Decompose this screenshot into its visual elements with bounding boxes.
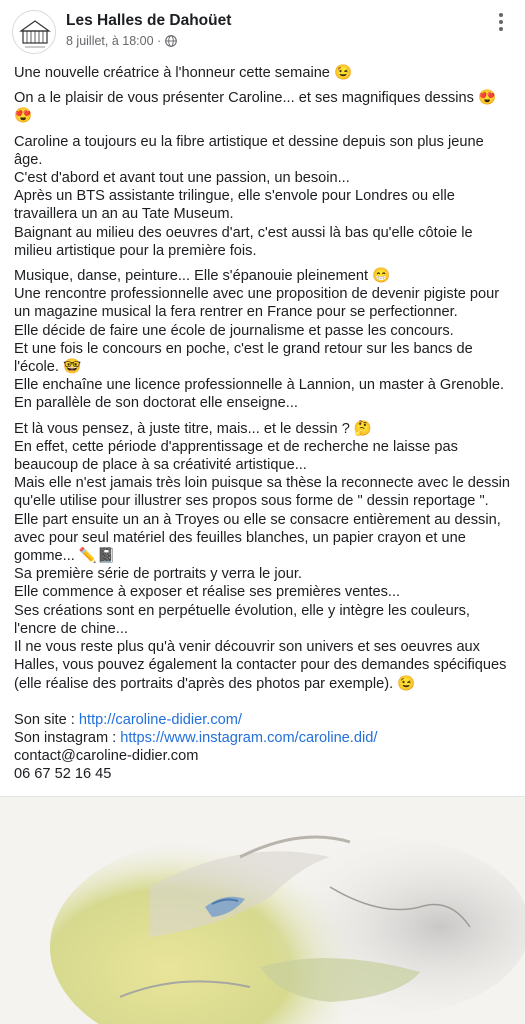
bio-line: Baignant au milieu des oeuvres d'art, c'est aussi là bas qu'elle côtoie le milieu artistique pour la première fois. bbox=[14, 224, 473, 259]
instagram-label: Son instagram : bbox=[14, 729, 121, 746]
bio-line: Mais elle n'est jamais très loin puisque sa thèse la reconnecte avec le dessin qu'elle utilise pour illustrer ses propos sous forme de " dessin reportage ". bbox=[14, 475, 510, 510]
bio-line: Elle part ensuite un an à Troyes ou elle se consacre entièrement au dessin, avec pour seul matériel des feuilles blanches, un papier crayon et une gomme... ✏️📓 bbox=[14, 511, 501, 565]
bio-line: Musique, danse, peinture... Elle s'épanouie pleinement 😁 bbox=[14, 268, 391, 285]
page-name-link[interactable]: Les Halles de Dahoüet bbox=[66, 12, 232, 29]
globe-icon[interactable] bbox=[165, 35, 177, 47]
post-timestamp[interactable]: 8 juillet, à 18:00 · bbox=[66, 34, 162, 48]
bio-line: Une rencontre professionnelle avec une proposition de devenir pigiste pour un magazine musical la fera rentrer en France pour se perfectionner. bbox=[14, 286, 500, 321]
bio-line: Il ne vous reste plus qu'à venir découvrir son univers et ses oeuvres aux Halles, vous pouvez également la contacter pour des demandes spécifiques (elle réalise des portraits d'après des photos par exemple). 😉 bbox=[14, 639, 507, 692]
bio-line: En parallèle de son doctorat elle enseigne... bbox=[14, 395, 298, 412]
bio-line: Sa première série de portraits y verra le jour. bbox=[14, 566, 302, 583]
bio-line: Elle enchaîne une licence professionnelle à Lannion, un master à Grenoble. bbox=[14, 377, 505, 394]
post-meta bbox=[66, 34, 177, 48]
page-avatar[interactable] bbox=[12, 10, 56, 54]
more-options-icon bbox=[498, 12, 504, 32]
paragraph-presentation: On a le plaisir de vous présenter Caroline... et ses magnifiques dessins 😍😍 bbox=[14, 90, 497, 125]
bio-line: Elle commence à exposer et réalise ses premières ventes... bbox=[14, 584, 401, 601]
bio-line: Ses créations sont en perpétuelle évolution, elle y intègre les couleurs, l'encre de chine... bbox=[14, 602, 470, 637]
watercolor-drawing-image bbox=[0, 797, 525, 1024]
site-link[interactable]: http://caroline-didier.com/ bbox=[78, 711, 242, 728]
bio-line: Caroline a toujours eu la fibre artistique et dessine depuis son plus jeune âge. bbox=[14, 133, 484, 168]
instagram-line bbox=[14, 729, 514, 747]
bio-line: Elle décide de faire une école de journalisme et passe les concours. bbox=[14, 322, 454, 339]
bio-line: Après un BTS assistante trilingue, elle s'envole pour Londres ou elle travaillera un an au Tate Museum. bbox=[14, 188, 455, 223]
bio-line: Et là vous pensez, à juste titre, mais... et le dessin ? 🤔 bbox=[14, 420, 373, 437]
more-options-button[interactable] bbox=[491, 10, 511, 34]
market-hall-logo-icon bbox=[13, 11, 56, 54]
site-line bbox=[14, 711, 514, 729]
post-photo[interactable] bbox=[0, 796, 525, 1024]
bio-line: Et une fois le concours en poche, c'est le grand retour sur les bancs de l'école. 🤓 bbox=[14, 340, 473, 376]
contact-email: contact@caroline-didier.com bbox=[14, 748, 199, 765]
contact-phone: 06 67 52 16 45 bbox=[14, 766, 112, 783]
post-header bbox=[0, 0, 525, 58]
bio-line: En effet, cette période d'apprentissage et de recherche ne laisse pas beaucoup de place à sa créativité artistique... bbox=[14, 438, 458, 474]
post-body bbox=[14, 64, 514, 784]
paragraph-intro: Une nouvelle créatrice à l'honneur cette semaine 😉 bbox=[14, 65, 353, 81]
site-label: Son site : bbox=[14, 711, 79, 728]
instagram-link[interactable]: https://www.instagram.com/caroline.did/ bbox=[120, 729, 378, 746]
bio-line: C'est d'abord et avant tout une passion, un besoin... bbox=[14, 170, 350, 187]
